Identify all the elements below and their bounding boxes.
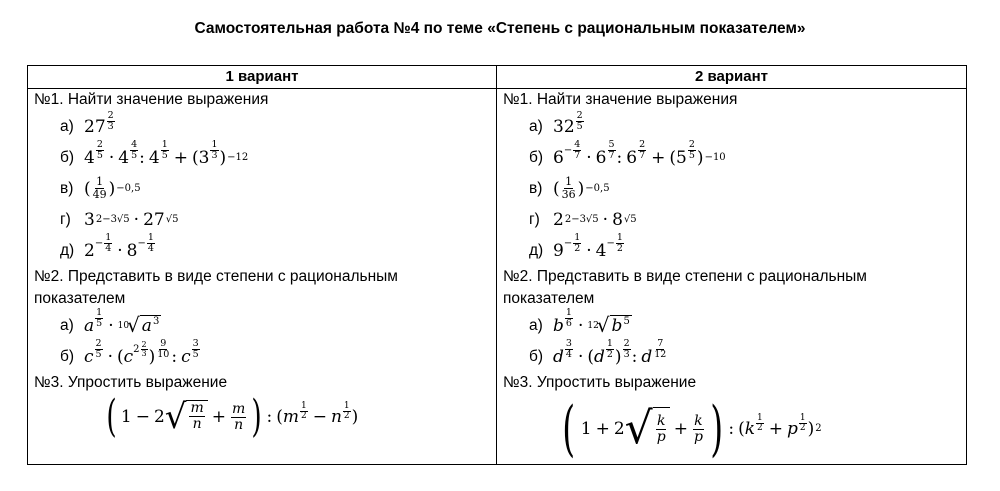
variant-2-column bbox=[497, 89, 967, 465]
v2-expr-a: 32 2 5 bbox=[553, 109, 583, 137]
v2-item-a: а) 32 2 5 bbox=[529, 109, 583, 137]
v1-item-e: д) 2 − $\frac{1}{4}$ · 8 − $\frac{1}{4}$ bbox=[60, 232, 154, 261]
v1-expr-b: 4 2 5 · 4 4 5 : 4 1 5 + ( 3 1 3 ) −12 bbox=[84, 139, 249, 168]
v1-expr-2a: a 1 5 · 10 √ $a^3$ bbox=[84, 307, 160, 337]
variant-1-heading: 1 вариант bbox=[28, 66, 497, 89]
variant-2-heading: 2 вариант bbox=[497, 66, 967, 89]
v1-expr-e: 2 − $\frac{1}{4}$ · 8 − $\frac{1}{4}$ bbox=[84, 232, 154, 261]
v2-item-2b: б) d 3 4 · ( d 1 2 ) 2 3 : d 7 12 bbox=[529, 338, 667, 367]
v1-item-2b: б) c 2 5 · ( c 2 2 3 ) 9 10 : c 3 5 bbox=[60, 338, 199, 367]
v1-expr-a: 27 2 3 bbox=[84, 109, 114, 137]
v1-item-d: г) 3 2−3√5 · 27 √5 bbox=[60, 209, 179, 230]
v1-task-3: №3. Упростить выражение bbox=[34, 374, 228, 391]
v1-item-a: а) 27 2 3 bbox=[60, 109, 114, 137]
v2-item-e: д) 9 − $\frac{1}{2}$ · 4 − $\frac{1}{2}$ bbox=[529, 232, 623, 261]
v2-expr-d: 2 2−3√5 · 8 √5 bbox=[553, 209, 637, 230]
v1-expr-3: ( 1 − 2 √ $\frac{m}{n}$ + m n ) : ( m 1 2 − n 1 2 ) bbox=[106, 391, 359, 442]
v2-task-3: №3. Упростить выражение bbox=[503, 374, 697, 391]
v2-expr-2b: d 3 4 · ( d 1 2 ) 2 3 : d 7 12 bbox=[553, 338, 667, 367]
v1-item-2a: а) a 1 5 · 10 √ $a^3$ bbox=[60, 307, 160, 337]
v2-item-c: в) ( 1 36 ) −0,5 bbox=[529, 175, 610, 201]
v1-expr-c: ( 1 49 ) −0,5 bbox=[84, 175, 141, 201]
v2-item-b: б) 6 − $\frac{4}{7}$ · 6 5 7 : 6 2 7 + ( 5 2 5 ) −10 bbox=[529, 139, 726, 168]
v1-item-c: в) ( 1 49 ) −0,5 bbox=[60, 175, 141, 201]
v1-task-1: №1. Найти значение выражения bbox=[34, 91, 269, 108]
v1-expr-d: 3 2−3√5 · 27 √5 bbox=[84, 209, 179, 230]
v2-expr-2a: b 1 6 · 12 √ $b^5$ bbox=[553, 307, 630, 337]
v2-item-2a: а) b 1 6 · 12 √ $b^5$ bbox=[529, 307, 630, 337]
v2-expr-c: ( 1 36 ) −0,5 bbox=[553, 175, 610, 201]
v1-task-2: №2. Представить в виде степени с рациональным показателем bbox=[34, 268, 398, 307]
v2-expr-e: 9 − $\frac{1}{2}$ · 4 − $\frac{1}{2}$ bbox=[553, 232, 623, 261]
v2-item-d: г) 2 2−3√5 · 8 √5 bbox=[529, 209, 637, 230]
variant-1-column bbox=[28, 89, 497, 465]
page-title: Самостоятельная работа №4 по теме «Степень с рациональным показателем» bbox=[194, 20, 806, 37]
variants-table bbox=[27, 65, 967, 465]
v2-task-2: №2. Представить в виде степени с рациональным показателем bbox=[503, 268, 867, 307]
v2-expr-b: 6 − $\frac{4}{7}$ · 6 5 7 : 6 2 7 + ( 5 2 5 ) −10 bbox=[553, 139, 726, 168]
v2-expr-3: ( 1 + 2 √ $\frac{k}{p}$ + k p ) : ( k 1 2 + p 1 2 ) 2 bbox=[562, 394, 822, 464]
v1-item-b: б) 4 2 5 · 4 4 5 : 4 1 5 + ( 3 1 3 ) −12 bbox=[60, 139, 249, 168]
v1-expr-2b: c 2 5 · ( c 2 2 3 ) 9 10 : c 3 5 bbox=[84, 338, 199, 367]
v2-task-1: №1. Найти значение выражения bbox=[503, 91, 738, 108]
